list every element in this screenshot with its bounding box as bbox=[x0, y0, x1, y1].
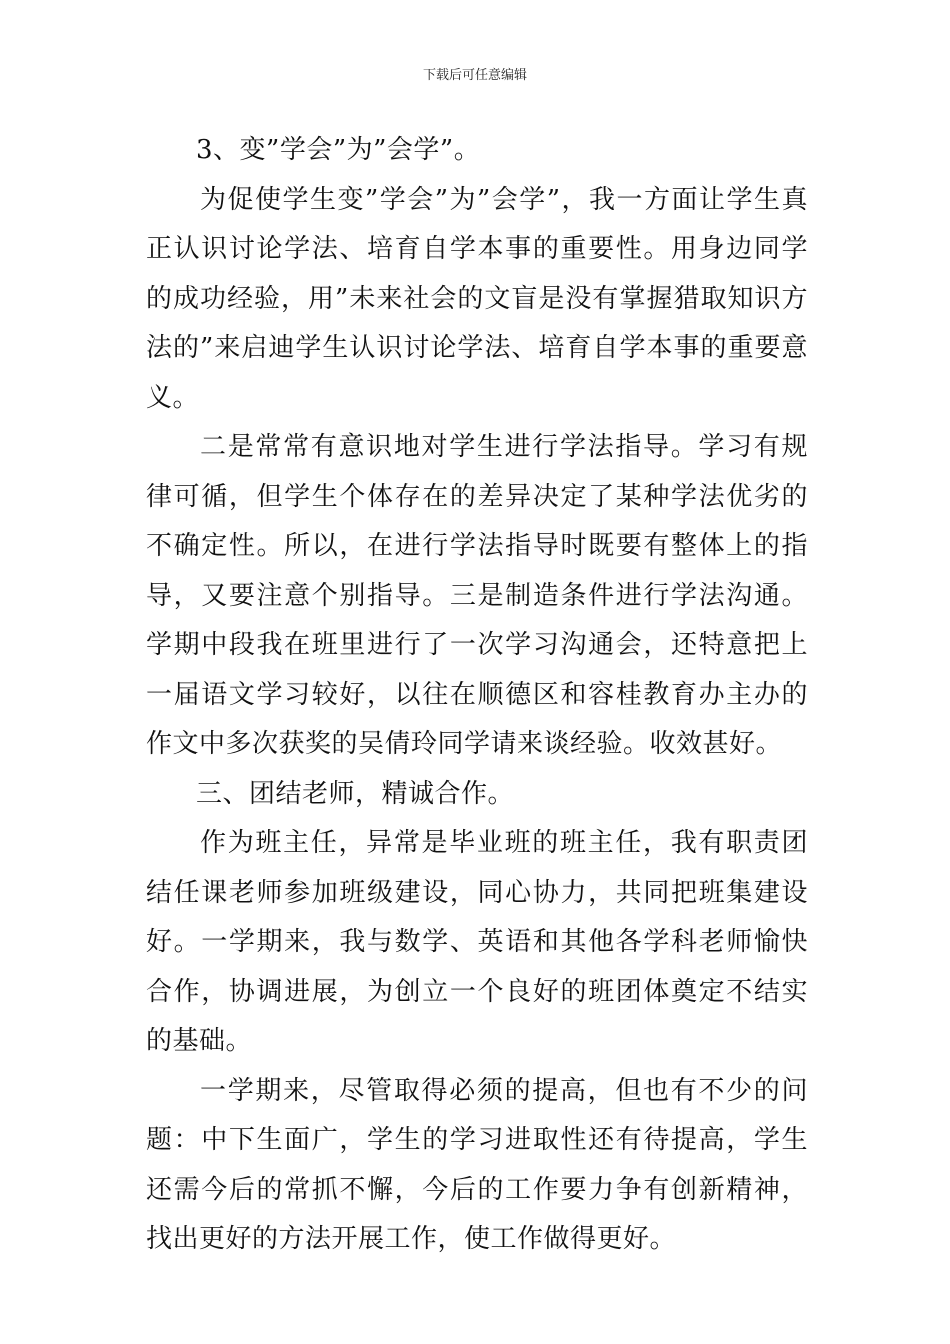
paragraph: 一学期来，尽管取得必须的提高，但也有不少的问题：中下生面广，学生的学习进取性还有待提高，学生还需今后的常抓不懈，今后的工作要力争有创新精神，找出更好的方法开展工作，使工作做得更好。 bbox=[146, 1075, 808, 1254]
section-heading: 三、团结老师，精诚合作。 bbox=[196, 778, 515, 809]
document-body bbox=[146, 126, 808, 1265]
section-heading: 3、变”学会”为”会学”。 bbox=[196, 135, 481, 165]
paragraph: 为促使学生变”学会”为”会学”，我一方面让学生真正认识讨论学法、培育自学本事的重要性。用身边同学的成功经验，用”未来社会的文盲是没有掌握猎取知识方法的”来启迪学生认识讨论学法、培育自学本事的重要意义。 bbox=[146, 184, 808, 413]
paragraph: 作为班主任，异常是毕业班的班主任，我有职责团结任课老师参加班级建设，同心协力，共同把班集建设好。一学期来，我与数学、英语和其他各学科老师愉快合作，协调进展，为创立一个良好的班团体奠定不结实的基础。 bbox=[146, 828, 808, 1056]
paragraph: 二是常常有意识地对学生进行学法指导。学习有规律可循，但学生个体存在的差异决定了某种学法优劣的不确定性。所以，在进行学法指导时既要有整体上的指导，又要注意个别指导。三是制造条件进行学法沟通。学期中段我在班里进行了一次学习沟通会，还特意把上一届语文学习较好，以往在顺德区和容桂教育办主办的作文中多次获奖的吴倩玲同学请来谈经验。收效甚好。 bbox=[146, 432, 808, 759]
page-header: 下载后可任意编辑 bbox=[422, 68, 527, 83]
